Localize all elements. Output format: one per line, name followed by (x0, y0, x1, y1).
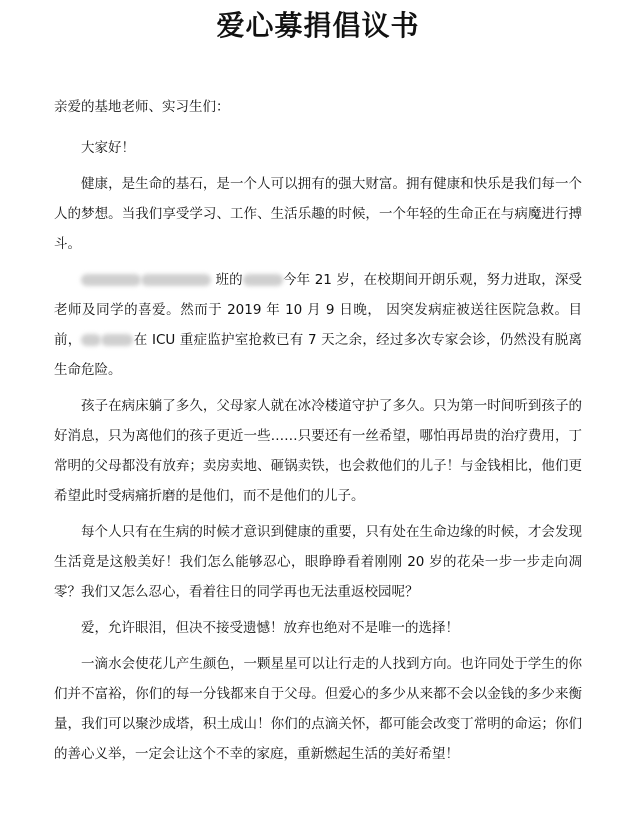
document-title: 爱心募捐倡议书 (216, 9, 420, 42)
redacted-text (243, 274, 283, 286)
greeting: 大家好！ (81, 140, 135, 156)
paragraph-5: 爱，允许眼泪，但决不接受遗憾！放弃也绝对不是唯一的选择！ (81, 620, 459, 636)
redacted-text (81, 274, 141, 286)
paragraph-2-seg1: 班的 (215, 272, 243, 288)
paragraph-6: 一滴水会使花儿产生颜色，一颗星星可以让行走的人找到方向。也许同处于学生的你们并不富裕，你们的每一分钱都来自于父母。但爱心的多少从来都不会以金钱的多少来衡量，我们可以聚沙成塔，积土成山！你们的点滴关怀，都可能会改变丁常明的命运；你们的善心义举，一定会让这个不幸的家庭，重新燃起生活的美好希望！ (54, 656, 582, 762)
redacted-text (141, 274, 211, 286)
paragraph-3: 孩子在病床躺了多久，父母家人就在冰冷楼道守护了多久。只为第一时间听到孩子的好消息，只为离他们的孩子更近一些……只要还有一丝希望，哪怕再昂贵的治疗费用，丁常明的父母都没有放弃；卖房卖地、砸锅卖铁，也会救他们的儿子！与金钱相比，他们更希望此时受病痛折磨的是他们，而不是他们的儿子。 (54, 398, 582, 504)
redacted-text (81, 334, 101, 346)
salutation: 亲爱的基地老师、实习生们： (54, 99, 230, 115)
redacted-text (101, 334, 133, 346)
paragraph-2-seg3: 在 ICU 重症监护室抢救已有 7 天之余，经过多次专家会诊，仍然没有脱离生命危险。 (54, 332, 582, 378)
paragraph-2 (54, 265, 582, 385)
paragraph-4: 每个人只有在生病的时候才意识到健康的重要，只有处在生命边缘的时候，才会发现生活竟是这般美好！我们怎么能够忍心，眼睁睁看着刚刚 20 岁的花朵一步一步走向凋零？我们又怎么忍心，看着往日的同学再也无法重返校园呢？ (54, 524, 582, 600)
paragraph-2-seg2: 今年 21 岁，在校期间开朗乐观，努力进取，深受老师及同学的喜爱。然而于 2019 年 10 月 9 日晚， 因突发病症被送往医院急救。目前， (54, 272, 583, 348)
paragraph-1: 健康，是生命的基石，是一个人可以拥有的强大财富。拥有健康和快乐是我们每一个人的梦想。当我们享受学习、工作、生活乐趣的时候，一个年轻的生命正在与病魔进行搏斗。 (54, 176, 582, 252)
